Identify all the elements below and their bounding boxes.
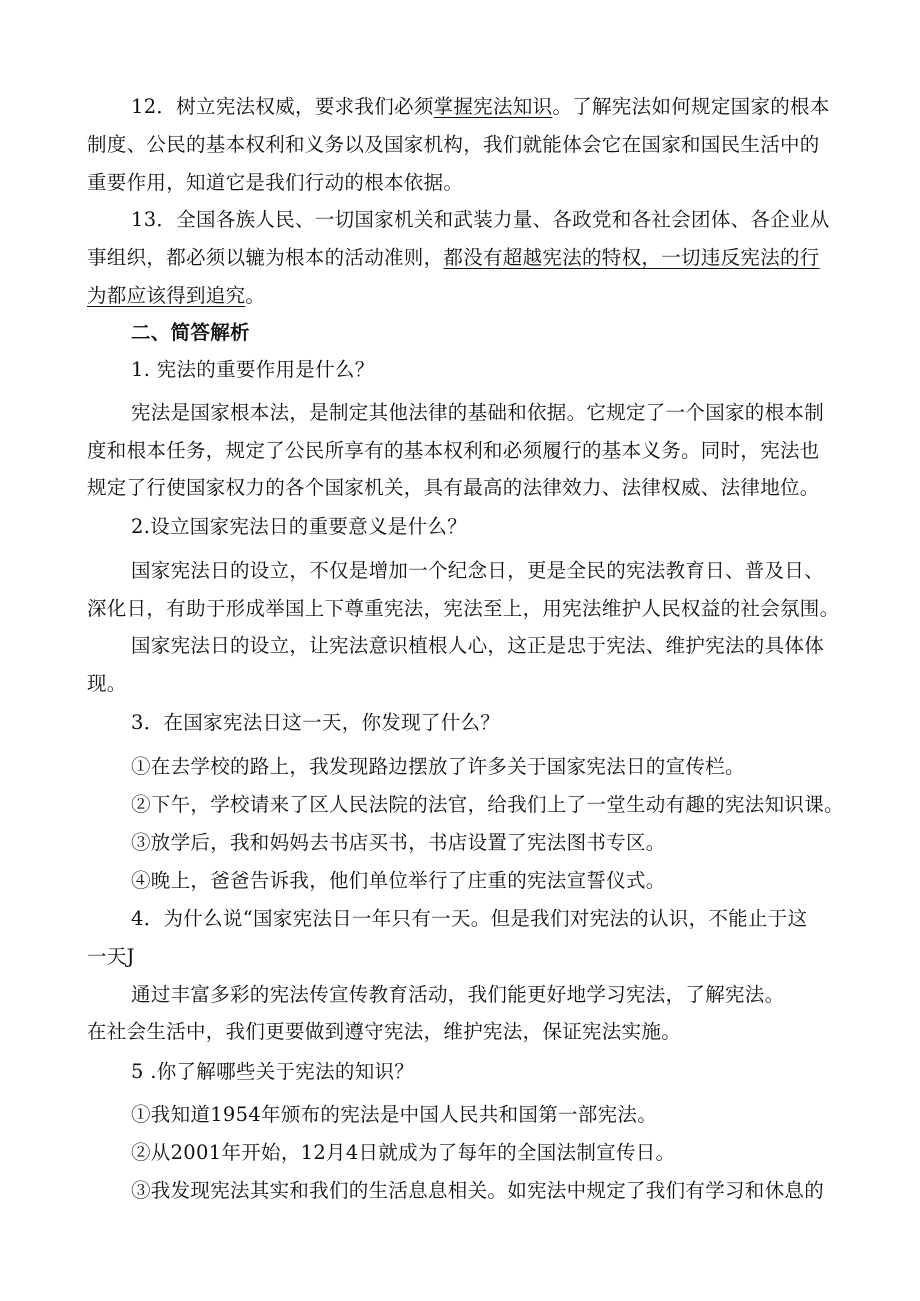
answer-2b-line-2: 现。 xyxy=(87,672,127,695)
item-12-underlined-text: 掌握宪法知识 xyxy=(433,95,553,118)
item-13-line-2 xyxy=(87,243,847,273)
item-13-line-1: 13．全国各族人民、一切国家机关和武装力量、各政党和各社会团体、各企业从 xyxy=(131,208,830,231)
item-12-line-2: 制度、公民的基本权利和义务以及国家机构，我们就能体会它在国家和国民生活中的 xyxy=(87,133,820,156)
answer-3-item-3: ③放学后，我和妈妈去书店买书，书店设置了宪法图书专区。 xyxy=(131,831,666,854)
answer-5-item-1: ①我知道1954年颁布的宪法是中国人民共和国第一部宪法。 xyxy=(131,1103,658,1126)
question-1: 1. 宪法的重要作用是什么？ xyxy=(131,358,375,381)
question-2: 2.设立国家宪法日的重要意义是什么？ xyxy=(131,515,468,538)
answer-2b-line-1: 国家宪法日的设立，让宪法意识植根人心，这正是忠于宪法、维护宪法的具体体 xyxy=(131,634,825,657)
question-5: 5 .你了解哪些关于宪法的知识？ xyxy=(131,1060,415,1083)
answer-4-line-1: 通过丰富多彩的宪法传宣传教育活动，我们能更好地学习宪法，了解宪法。 xyxy=(131,983,785,1006)
answer-5-item-2: ②从2001年开始，12月4日就成为了每年的全国法制宣传日。 xyxy=(131,1141,676,1164)
answer-5-item-3: ③我发现宪法其实和我们的生活息息相关。如宪法中规定了我们有学习和休息的 xyxy=(131,1179,825,1202)
answer-1-line-3: 规定了行使国家权力的各个国家机关，具有最高的法律效力、法律权威、法律地位。 xyxy=(87,476,820,499)
question-4-line-1: 4．为什么说“国家宪法日一年只有一天。但是我们对宪法的认识，不能止于这 xyxy=(131,907,808,930)
section-heading: 二、简答解析 xyxy=(131,321,250,344)
item-12-text-cont: 。了解宪法如何规定国家的根本 xyxy=(552,95,830,118)
answer-1-line-2: 度和根本任务，规定了公民所享有的基本权利和必须履行的基本义务。同时，宪法也 xyxy=(87,439,820,462)
item-13-text-end: 。 xyxy=(245,284,266,307)
item-13-underlined-text-cont: 为都应该得到追究 xyxy=(87,284,246,307)
answer-3-item-1: ①在去学校的路上，我发现路边摆放了许多关于国家宪法日的宣传栏。 xyxy=(131,755,745,778)
answer-4-line-2: 在社会生活中，我们更要做到遵守宪法，维护宪法，保证宪法实施。 xyxy=(87,1020,682,1043)
item-13-underlined-text: 都没有超越宪法的特权，一切违反宪法的行 xyxy=(443,246,820,269)
question-3: 3．在国家宪法日这一天，你发现了什么？ xyxy=(131,711,501,734)
item-12-text: 12．树立宪法权威，要求我们必须 xyxy=(131,95,434,118)
answer-2a-line-1: 国家宪法日的设立，不仅是增加一个纪念日，更是全民的宪法教育日、普及日、 xyxy=(131,559,825,582)
answer-2a-line-2: 深化日，有助于形成举国上下尊重宪法，宪法至上，用宪法维护人民权益的社会氛围。 xyxy=(87,597,840,620)
item-12-line-3: 重要作用，知道它是我们行动的根本依据。 xyxy=(87,171,464,194)
item-12-line-1 xyxy=(131,92,847,122)
answer-3-item-4: ④晚上，爸爸告诉我，他们单位举行了庄重的宪法宣誓仪式。 xyxy=(131,869,666,892)
question-4-line-2: 一天J xyxy=(87,945,135,968)
item-13-line-3 xyxy=(87,281,847,311)
answer-1-line-1: 宪法是国家根本法，是制定其他法律的基础和依据。它规定了一个国家的根本制 xyxy=(131,401,825,424)
answer-3-item-2: ②下午，学校请来了区人民法院的法官，给我们上了一堂生动有趣的宪法知识课。 xyxy=(131,793,844,816)
item-13-text: 事组织，都必须以辘为根本的活动准则， xyxy=(87,246,444,269)
